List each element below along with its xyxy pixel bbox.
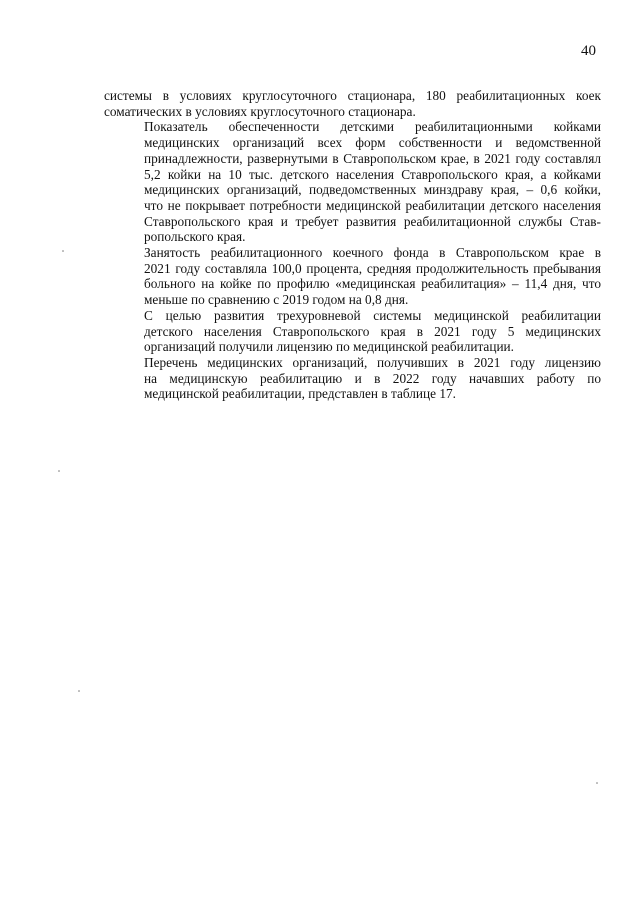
- text-line: что не покрывает потребности медицинской реабилитации детского населения: [144, 197, 601, 213]
- text-line: Занятость реабилитационного коечного фонда в Ставропольском крае в: [144, 245, 601, 261]
- scan-speck: [596, 782, 598, 784]
- text-line: 5,2 койки на 10 тыс. детского населения Ставропольского края, а койками: [144, 166, 601, 182]
- text-line: С целью развития трехуровневой системы медицинской реабилитации: [144, 307, 601, 323]
- paragraph-2: [104, 119, 601, 245]
- text-line: Перечень медицинских организаций, получивших в 2021 году лицензию: [144, 354, 601, 370]
- text-line: организаций получили лицензию по медицинской реабилитации.: [144, 339, 515, 355]
- text-line: системы в условиях круглосуточного стационара, 180 реабилитационных коек: [104, 88, 601, 103]
- text-line: медицинской реабилитации, представлен в таблице 17.: [144, 386, 457, 402]
- body-text: [104, 88, 601, 402]
- text-line: меньше по сравнению с 2019 годом на 0,8 дня.: [144, 292, 409, 308]
- paragraph-1: [104, 88, 601, 119]
- text-line: медицинских организаций всех форм собственности и ведомственной: [144, 135, 601, 151]
- text-line: ропольского края.: [144, 229, 246, 245]
- paragraph-5: [104, 355, 601, 402]
- scan-speck: [78, 690, 80, 692]
- page-number: 40: [581, 43, 596, 59]
- text-line: детского населения Ставропольского края в 2021 году 5 медицинских: [144, 323, 601, 339]
- text-line: больного на койке по профилю «медицинская реабилитация» – 11,4 дня, что: [144, 276, 601, 292]
- scan-speck: [58, 470, 60, 472]
- text-line: принадлежности, развернутыми в Ставропольском крае, в 2021 году составлял: [144, 150, 601, 166]
- text-line: Показатель обеспеченности детскими реабилитационными койками: [144, 119, 601, 135]
- scan-speck: [62, 250, 64, 252]
- text-line: на медицинскую реабилитацию и в 2022 году начавших работу по: [144, 370, 601, 386]
- text-line: соматических в условиях круглосуточного стационара.: [104, 103, 416, 119]
- paragraph-4: [104, 308, 601, 355]
- text-line: 2021 году составляла 100,0 процента, средняя продолжительность пребывания: [144, 260, 601, 276]
- paragraph-3: [104, 245, 601, 308]
- text-line: Ставропольского края и требует развития реабилитационной службы Став-: [144, 213, 601, 229]
- text-line: медицинских организаций, подведомственных минздраву края, – 0,6 койки,: [144, 182, 601, 198]
